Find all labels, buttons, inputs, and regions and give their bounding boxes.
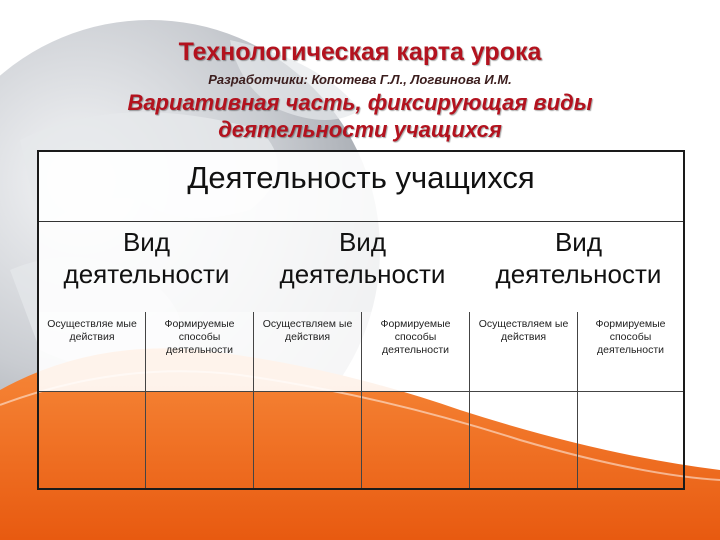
subcolumn-label: Формируемые способы деятельности [362, 312, 469, 392]
activity-type-2 [255, 226, 470, 290]
subcolumn-label: Осуществляем ые действия [254, 312, 361, 392]
developers-line: Разработчики: Копотева Г.Л., Логвинова И.М. [208, 72, 512, 87]
subcolumn-5 [470, 312, 578, 488]
subcolumn-label: Осуществляем ые действия [470, 312, 577, 392]
subcolumn-label: Формируемые способы деятельности [146, 312, 253, 392]
section-subtitle [0, 89, 720, 143]
subcolumn-label: Формируемые способы деятельности [578, 312, 683, 392]
activity-type-word: Вид [122, 227, 171, 257]
table-heading-row [39, 152, 683, 222]
subtitle-line-1: Вариативная часть, фиксирующая виды [127, 90, 593, 115]
page-title: Технологическая карта урока [178, 38, 542, 66]
table-heading: Деятельность учащихся [187, 160, 535, 195]
subcolumn-1 [39, 312, 146, 488]
activity-table [37, 150, 685, 490]
subtitle-line-2: деятельности учащихся [218, 117, 502, 142]
activity-types-row [39, 222, 683, 312]
activity-type-word: Вид [338, 227, 387, 257]
activity-type-3 [471, 226, 686, 290]
activity-type-word: деятельности [495, 259, 662, 289]
subcolumn-2 [146, 312, 254, 488]
subcolumn-4 [362, 312, 470, 488]
subcolumn-3 [254, 312, 362, 488]
subcolumn-6 [578, 312, 683, 488]
activity-type-word: деятельности [63, 259, 230, 289]
activity-type-word: Вид [554, 227, 603, 257]
activity-type-word: деятельности [279, 259, 446, 289]
activity-type-1 [39, 226, 254, 290]
subcolumn-label: Осуществляе мые действия [39, 312, 145, 392]
